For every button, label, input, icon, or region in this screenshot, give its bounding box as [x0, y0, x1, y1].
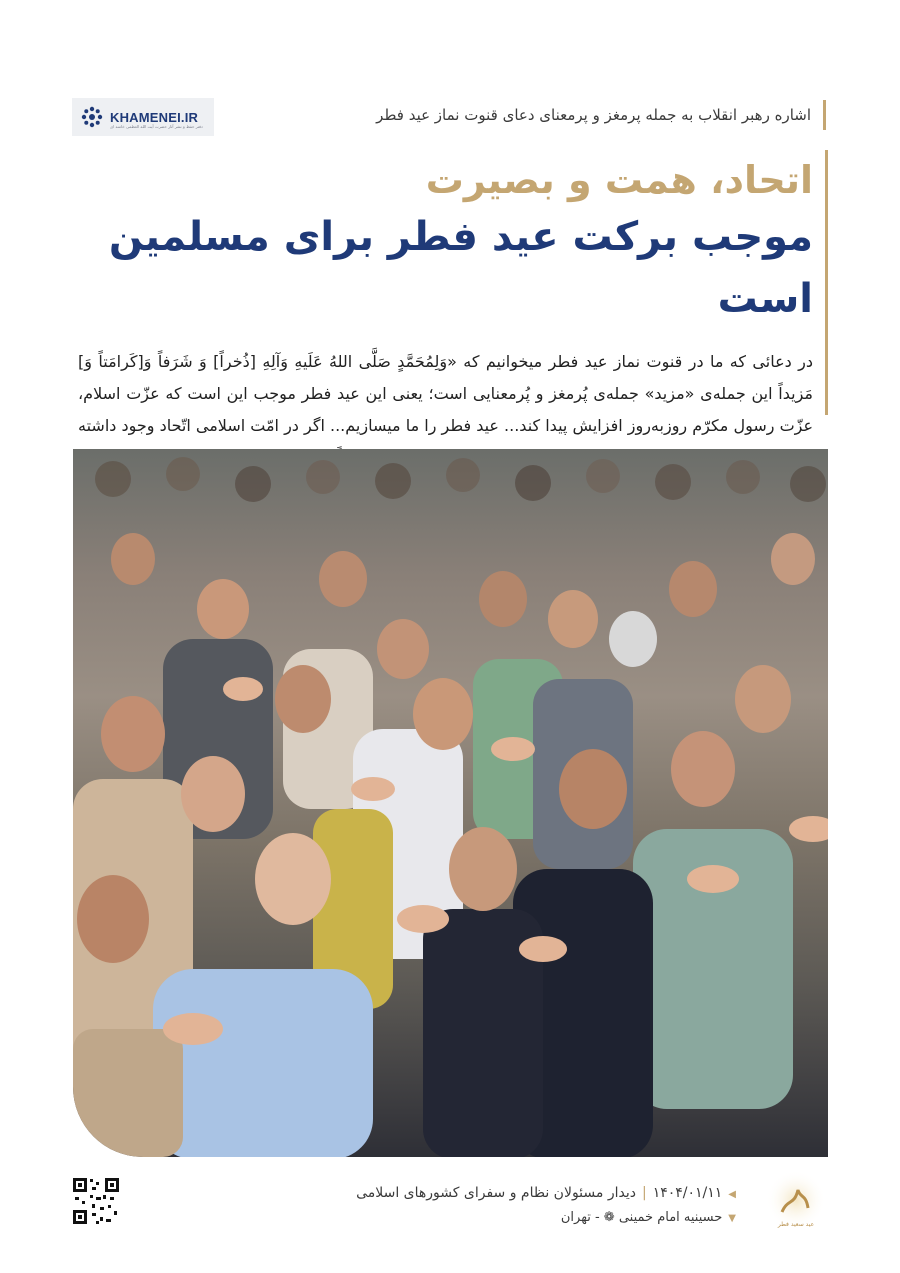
crowd-illustration	[73, 449, 828, 1157]
footer-date: ۱۴۰۴/۰۱/۱۱	[652, 1185, 723, 1201]
triangle-down-icon: ▼	[728, 1213, 736, 1224]
footer-separator: |	[641, 1185, 647, 1201]
qr-code-icon[interactable]	[72, 1177, 120, 1225]
kicker-text: اشاره رهبر انقلاب به جمله پرمغز و پرمعنای دعای قنوت نماز عید فطر	[376, 100, 826, 130]
title-block	[73, 150, 828, 435]
triangle-left-icon: ◀	[728, 1189, 736, 1200]
footer-event-line	[356, 1185, 736, 1201]
footer-city: - تهران	[560, 1210, 600, 1225]
eid-emblem-icon	[764, 1168, 828, 1232]
logo-subtext: دفتر حفظ و نشر آثار حضرت آیت الله العظمی خامنه ای	[110, 124, 203, 129]
footer-location: حسینیه امام خمینی	[618, 1210, 723, 1225]
emblem-text: عید سعید فطر	[777, 1221, 815, 1228]
logo-mark-icon	[80, 105, 104, 129]
title-line-2: موجب برکت عید فطر برای مسلمین است	[108, 214, 813, 322]
khamenei-logo[interactable]	[72, 98, 214, 136]
crowd-praying-photo	[73, 449, 828, 1157]
footer-event: دیدار مسئولان نظام و سفرای کشورهای اسلامی	[356, 1185, 636, 1201]
logo-text: KHAMENEI.IR	[110, 109, 199, 125]
quote-paragraph: در دعائی که ما در قنوت نماز عید فطر میخوانیم که «وَلِمُحَمَّدٍ صَلَّی اللهُ عَلَیهِ وَآلِهِ [ذُخراً] وَ شَرَفاً وَ[کَرامَتاً وَ] مَزیداً این جمله‌ی «مزید» جمله‌ی پُرمغز و پُرمعنایی است؛ یعنی این عید فطر موجب این است که عزّت اسلام، عزّت رسول مکرّم روزبه‌روز افزایش پیدا کند... عید فطر را ما میسازیم... اگر در امّت اسلامی اتّحاد وجود داشته	[78, 352, 813, 435]
title-line-1: اتحاد، همت و بصیرت	[425, 158, 813, 202]
footer-location-line	[561, 1210, 736, 1225]
rose-icon: ❁	[603, 1210, 615, 1225]
